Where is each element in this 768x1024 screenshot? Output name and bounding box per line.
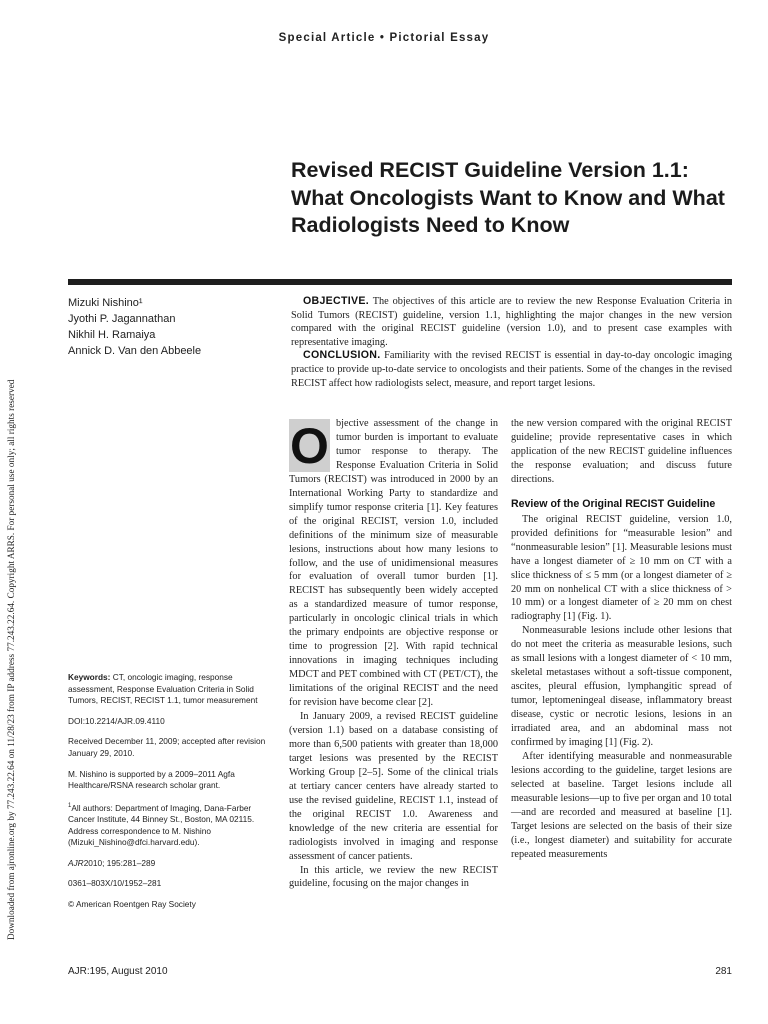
abstract-conclusion [291,349,732,390]
page-number: 281 [715,966,732,977]
body-column-1 [289,417,498,891]
body-paragraph: After identifying measurable and nonmeasurable lesions according to the guideline, target lesions are selected at baseline. Target lesions include all measurable lesions—up to five per organ and 10 total—and are recorded and measured at baseline [1]. Target lesions are selected on the basis of their size (i.e., longest diameter) and suitability for accurate repeated measurements [511,750,732,860]
author-name: Annick D. Van den Abbeele [68,345,202,357]
body-paragraph: the new version compared with the original RECIST guideline; provide representative cases in which application of the new RECIST guideline influences the response evaluation; and discuss future directions. [511,418,732,485]
copyright: © American Roentgen Ray Society [68,899,196,910]
section-label: Special Article • Pictorial Essay [278,32,490,44]
affiliation [68,801,273,849]
section-heading: Review of the Original RECIST Guideline [511,497,716,510]
author-name: Jyothi P. Jagannathan [68,313,176,325]
conclusion-text: Familiarity with the revised RECIST is essential in day-to-day oncologic imaging practice to provide up-to-date service to oncologists and their patients. Some of the changes in the revised RECIST affect how radiologists select, measure, and report target lesions. [291,350,732,389]
citation [68,858,273,870]
affiliation-text: All authors: Department of Imaging, Dana-Farber Cancer Institute, 44 Binney St., Boston, MA 02115. Address correspondence to M. Nishino (Mizuki_Nishino@dfci.harvard.edu). [68,802,255,848]
objective-text: The objectives of this article are to review the new Response Evaluation Criteria in Solid Tumors (RECIST) guideline, version 1.1, highlighting the major changes in the new version compared with the original RECIST guideline (version 1.0), and to present case examples with representative imaging. [291,296,732,348]
body-paragraph: In this article, we review the new RECIST guideline, focusing on the major changes in [289,864,498,890]
keywords-label: Keywords: [68,672,111,682]
body-paragraph [289,417,498,710]
body-paragraph: The original RECIST guideline, version 1.0, provided definitions for “measurable lesion” and “nonmeasurable lesion” [1]. Measurable lesions must have a longest diameter of ≥ 10 mm on CT with a slice thickness of ≤ 5 mm (or a longest diameter of ≥ 20 mm on nonhelical CT with a slice thickness of > 10 mm) or a longest diameter of ≥ 20 mm on chest radiography [1] (Fig. 1). [511,513,732,623]
doi: DOI:10.2214/AJR.09.4110 [68,715,165,726]
keywords-text: CT, oncologic imaging, response assessment, Response Evaluation Criteria in Solid Tumors, RECIST, RECIST 1.1, tumor measurement [68,672,258,706]
affiliation-mark: 1 [68,802,72,809]
body-paragraph: Nonmeasurable lesions include other lesions that do not meet the criteria as measurable lesions, such as small lesions with a longest diameter of < 10 mm, skeletal metastases without a soft-tissue component, ascites, pleural effusion, lymphangitic spread of tumor, leptomeningeal disease, inflammatory breast disease, cystic or necrotic lesions, lesions in an irradiated area, and an abdominal mass not confirmed by imaging [1] (Fig. 2). [511,625,732,749]
drop-cap: O [290,417,329,474]
objective-label: OBJECTIVE. [303,295,369,307]
article-title: Revised RECIST Guideline Version 1.1: What Oncologists Want to Know and What Radiologists Need to Know [291,158,725,237]
abstract [291,295,732,390]
footer-journal: AJR:195, August 2010 [68,966,168,977]
body-column-2 [511,417,732,862]
title-rule [68,279,732,285]
received-dates: Received December 11, 2009; accepted after revision January 29, 2010. [68,736,266,758]
citation-rest: 2010; 195:281–289 [83,857,156,868]
download-notice: Downloaded from ajronline.org by 77.243.22.64 on 11/28/23 from IP address 77.243.22.64. Copyright ARRS. For personal use only; all rights reserved [6,379,16,940]
author-name: Mizuki Nishino¹ [68,297,143,309]
keywords [68,672,273,707]
author-list [68,295,278,359]
author-name: Nikhil H. Ramaiya [68,329,156,341]
citation-journal: AJR [68,857,84,868]
body-paragraph: In January 2009, a revised RECIST guideline (version 1.1) based on a database consisting of more than 6,500 patients with greater than 18,000 target lesions was presented by the RECIST Working Group [2–5]. Some of the clinical trials at tertiary cancer centers have already started to use the revised guideline, RECIST 1.1, instead of the original RECIST 1.0. Awareness and knowledge of the new criteria are essential for radiologists involved in imaging and response assessment of cancer patients. [289,711,498,862]
paragraph-text: bjective assessment of the change in tumor burden is important to evaluate tumor response to therapy. The Response Evaluation Criteria in Solid Tumors (RECIST) was introduced in 2000 by an International Working Party to standardize and simplify tumor response criteria [1]. Key features of the original RECIST, version 1.0, included definitions of the minimum size of measurable lesions, instructions about how many lesions to follow, and the use of unidimensional measures for evaluation of overall tumor burden [1]. RECIST has subsequently been widely accepted as a standardized measure of tumor response, particularly in oncologic clinical trials in which the primary endpoints are objective response or time to progression [2]. With rapid technical innovations in imaging techniques including MDCT and PET combined with CT (PET/CT), the limitations of the original RECIST and the need for revision have become clear [2]. [289,418,498,709]
conclusion-label: CONCLUSION. [303,349,381,362]
issn: 0361–803X/10/1952–281 [68,878,162,889]
article-metadata [68,672,273,920]
support-note: M. Nishino is supported by a 2009–2011 Agfa Healthcare/RSNA research scholar grant. [68,768,235,791]
abstract-objective [291,295,732,349]
